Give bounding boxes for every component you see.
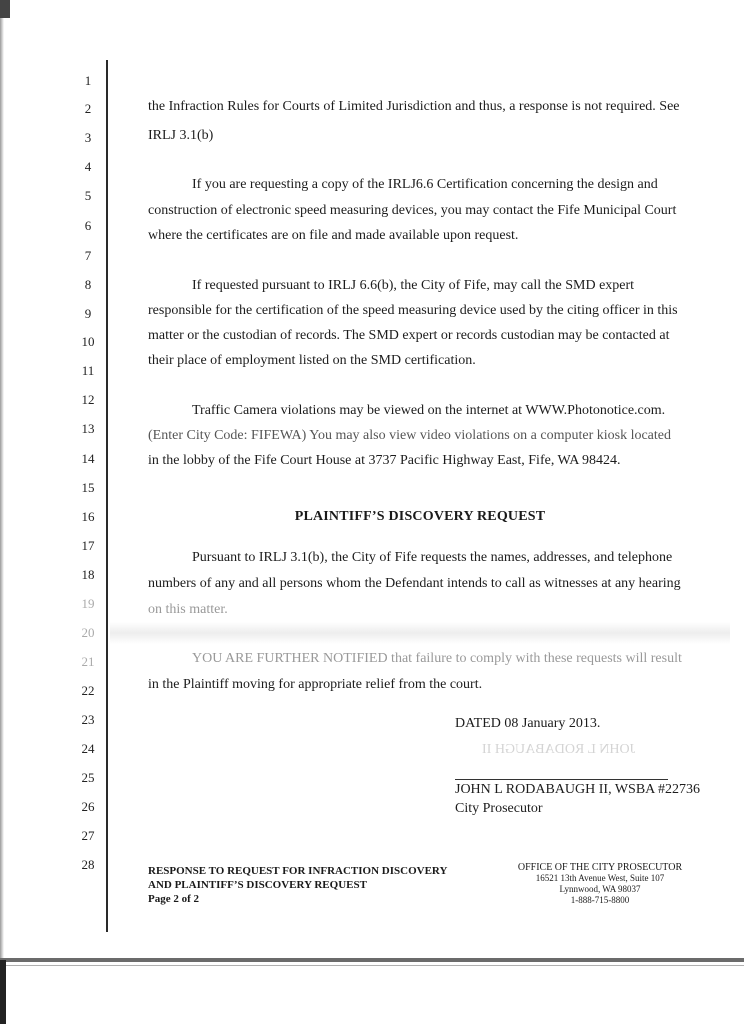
- body-line: responsible for the certification of the speed measuring device used by the citing officer in this: [148, 303, 678, 318]
- body-line: IRLJ 3.1(b): [148, 128, 214, 143]
- scan-bottom-edge: [0, 958, 744, 962]
- line-number: 13: [81, 421, 95, 436]
- line-number: 12: [81, 392, 95, 407]
- office-name: OFFICE OF THE CITY PROSECUTOR: [517, 862, 683, 873]
- line-number: 4: [84, 159, 92, 174]
- signer-name: JOHN L RODABAUGH II, WSBA #22736: [455, 782, 701, 797]
- body-line: matter or the custodian of records. The SMD expert or records custodian may be contacted at: [148, 328, 670, 343]
- line-number: 5: [84, 188, 92, 203]
- body-line: construction of electronic speed measuring devices, you may contact the Fife Municipal Court: [148, 203, 677, 218]
- line-number: 14: [81, 451, 95, 466]
- line-number: 17: [81, 538, 95, 553]
- line-number: 2: [84, 101, 92, 116]
- body-line: YOU ARE FURTHER NOTIFIED that failure to comply with these requests will result: [192, 651, 682, 666]
- footer-page-number: Page 2 of 2: [148, 893, 200, 905]
- line-number: 24: [81, 741, 95, 756]
- body-line: If you are requesting a copy of the IRLJ6.6 Certification concerning the design and: [192, 177, 658, 192]
- footer-caption-line: AND PLAINTIFF’S DISCOVERY REQUEST: [148, 879, 367, 891]
- body-line: (Enter City Code: FIFEWA) You may also view video violations on a computer kiosk located: [148, 428, 671, 443]
- line-number: 11: [81, 363, 95, 378]
- scan-left-shadow: [0, 0, 4, 1024]
- paper-fold-shadow: [110, 622, 730, 644]
- body-line: on this matter.: [148, 602, 228, 617]
- signer-title: City Prosecutor: [455, 801, 543, 816]
- body-line: in the lobby of the Fife Court House at 3737 Pacific Highway East, Fife, WA 98424.: [148, 453, 621, 468]
- body-line: Traffic Camera violations may be viewed on the internet at WWW.Photonotice.com.: [192, 403, 666, 418]
- signature-line: [455, 779, 668, 780]
- line-number: 18: [81, 567, 95, 582]
- body-line: in the Plaintiff moving for appropriate relief from the court.: [148, 677, 483, 692]
- line-number: 26: [81, 799, 95, 814]
- line-number: 19: [81, 596, 95, 611]
- line-number: 1: [84, 73, 92, 88]
- body-line: the Infraction Rules for Courts of Limited Jurisdiction and thus, a response is not required. See: [148, 99, 680, 114]
- line-number: 28: [81, 857, 95, 872]
- line-number: 9: [84, 306, 92, 321]
- line-number: 27: [81, 828, 95, 843]
- body-line: where the certificates are on file and made available upon request.: [148, 228, 519, 243]
- body-line: Pursuant to IRLJ 3.1(b), the City of Fife requests the names, addresses, and telephone: [192, 550, 673, 565]
- body-line: numbers of any and all persons whom the Defendant intends to call as witnesses at any hearing: [148, 576, 681, 591]
- section-heading: PLAINTIFF’S DISCOVERY REQUEST: [294, 509, 546, 524]
- line-number: 22: [81, 683, 95, 698]
- scan-corner-mark: [0, 0, 10, 18]
- line-number: 10: [81, 334, 95, 349]
- office-city: Lynnwood, WA 98037: [559, 884, 641, 894]
- dated-line: DATED 08 January 2013.: [455, 716, 601, 731]
- office-address: [505, 862, 695, 906]
- line-number: 15: [81, 480, 95, 495]
- line-number: 25: [81, 770, 95, 785]
- line-number: 8: [84, 277, 92, 292]
- line-number: 3: [84, 130, 92, 145]
- line-number: 7: [84, 248, 92, 263]
- body-line: If requested pursuant to IRLJ 6.6(b), the City of Fife, may call the SMD expert: [192, 278, 635, 293]
- line-number: 20: [81, 625, 95, 640]
- bleed-through-signature: JOHN L RODABAUGH II: [482, 742, 636, 757]
- scan-corner-mark-bottom: [0, 960, 6, 1024]
- scan-bottom-edge-line: [0, 965, 744, 966]
- line-number: 16: [81, 509, 95, 524]
- body-line: their place of employment listed on the SMD certification.: [148, 353, 476, 368]
- footer-caption-line: RESPONSE TO REQUEST FOR INFRACTION DISCOVERY: [148, 865, 448, 877]
- office-street: 16521 13th Avenue West, Suite 107: [535, 873, 665, 883]
- line-number: 6: [84, 218, 92, 233]
- line-number: 23: [81, 712, 95, 727]
- line-number: 21: [81, 654, 95, 669]
- margin-rule: [106, 60, 108, 932]
- footer-caption: [148, 864, 447, 906]
- office-phone: 1-888-715-8800: [570, 895, 630, 905]
